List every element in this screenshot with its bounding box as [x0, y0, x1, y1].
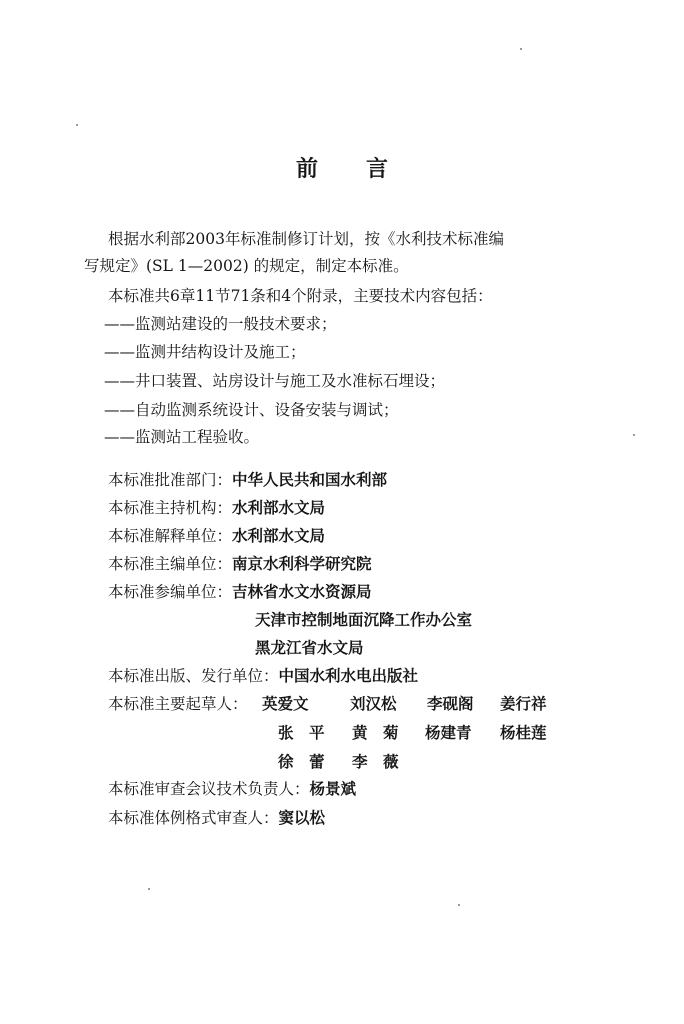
info-value: 吉林省水文水资源局	[232, 583, 372, 601]
info-chief-editor	[108, 554, 372, 574]
page-title	[0, 152, 684, 183]
intro-line-3: 本标准共6章11节71条和4个附录，主要技术内容包括：	[108, 287, 493, 305]
drafter-name: 英爱文	[262, 695, 309, 713]
scan-speck	[148, 888, 150, 890]
info-value: 中国水利水电出版社	[278, 667, 419, 685]
intro-line-2: 写规定》(SL 1—2002) 的规定，制定本标准。	[84, 257, 409, 275]
info-label: 本标准批准部门：	[108, 471, 233, 489]
info-value: 水利部水文局	[232, 527, 326, 545]
scan-speck	[633, 434, 635, 436]
content-item: ——监测站建设的一般技术要求；	[104, 315, 337, 333]
info-label: 本标准主编单位：	[108, 555, 233, 573]
info-value: 窦以松	[278, 809, 326, 827]
info-label: 本标准审查会议技术负责人：	[108, 780, 310, 798]
info-label: 本标准主持机构：	[108, 499, 233, 517]
scan-speck	[76, 124, 78, 126]
info-value: 南京水利科学研究院	[232, 555, 372, 573]
content-item: ——井口装置、站房设计与施工及水准标石埋设；	[104, 372, 446, 390]
content-item: ——监测井结构设计及施工；	[104, 343, 306, 361]
info-value: 水利部水文局	[232, 499, 326, 517]
info-value: 杨景斌	[309, 780, 357, 798]
info-host	[108, 498, 325, 518]
intro-line-1: 根据水利部2003年标准制修订计划，按《水利技术标准编	[108, 230, 504, 248]
info-label: 本标准参编单位：	[108, 583, 233, 601]
drafter-name: 徐 蕾	[278, 753, 325, 771]
drafter-name: 杨建青	[425, 724, 472, 742]
content-item: ——监测站工程验收。	[104, 428, 260, 446]
info-drafters-label: 本标准主要起草人：	[108, 695, 248, 713]
drafter-name: 李 薇	[352, 753, 399, 771]
info-label: 本标准解释单位：	[108, 527, 233, 545]
info-approval	[108, 470, 387, 490]
drafter-name: 刘汉松	[350, 695, 397, 713]
info-format-reviewer	[108, 808, 325, 828]
title-char-2: 言	[366, 157, 389, 182]
title-char-1: 前	[295, 157, 318, 182]
content-item: ——自动监测系统设计、设备安装与调试；	[104, 401, 399, 419]
info-interpret	[108, 526, 325, 546]
scan-speck	[520, 48, 522, 50]
drafter-name: 李砚阁	[427, 695, 474, 713]
info-co-editor	[108, 582, 372, 602]
info-label: 本标准出版、发行单位：	[108, 667, 279, 685]
info-label: 本标准体例格式审查人：	[108, 809, 279, 827]
info-value: 天津市控制地面沉降工作办公室	[255, 611, 473, 629]
drafter-name: 姜行祥	[500, 695, 547, 713]
info-publisher	[108, 666, 418, 686]
info-value: 黑龙江省水文局	[255, 639, 364, 657]
scan-speck	[458, 904, 460, 906]
drafter-name: 黄 菊	[352, 724, 399, 742]
info-tech-reviewer	[108, 779, 356, 799]
drafter-name: 杨桂莲	[500, 724, 547, 742]
info-value: 中华人民共和国水利部	[232, 471, 388, 489]
drafter-name: 张 平	[278, 724, 325, 742]
